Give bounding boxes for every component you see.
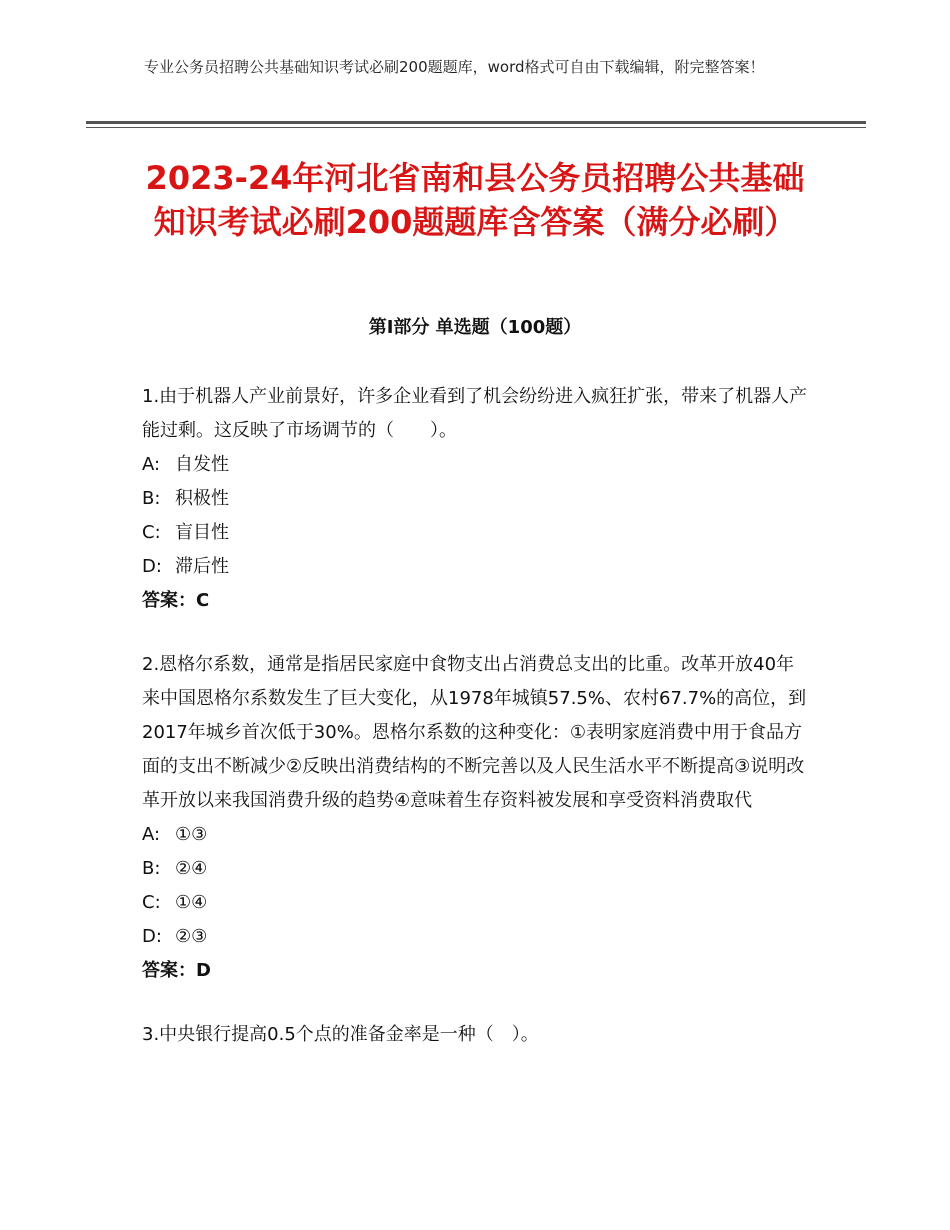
answer-label: 答案：C (142, 590, 210, 611)
option-text: ①④ (175, 892, 208, 913)
question-list (142, 380, 812, 1082)
option-letter: B: (142, 488, 161, 509)
option-d (142, 550, 812, 584)
question-stem: 1.由于机器人产业前景好，许多企业看到了机会纷纷进入疯狂扩张，带来了机器人产能过剩。这反映了市场调节的（ ）。 (142, 386, 808, 441)
header-divider-thick (86, 121, 866, 124)
question-1 (142, 380, 812, 618)
question-2 (142, 648, 812, 988)
option-text: ②③ (175, 926, 208, 947)
option-letter: B: (142, 858, 161, 879)
option-letter: D: (142, 926, 162, 947)
option-b (142, 852, 812, 886)
option-letter: A: (142, 824, 161, 845)
option-c (142, 886, 812, 920)
document-title: 2023-24年河北省南和县公务员招聘公共基础知识考试必刷200题题库含答案（满分必刷） (145, 159, 805, 241)
option-text: 积极性 (175, 488, 229, 509)
section-heading: 第Ⅰ部分 单选题（100题） (368, 317, 582, 338)
option-letter: C: (142, 892, 161, 913)
answer-label: 答案：D (142, 960, 211, 981)
option-letter: C: (142, 522, 161, 543)
option-letter: A: (142, 454, 161, 475)
option-text: ①③ (175, 824, 208, 845)
question-stem: 2.恩格尔系数，通常是指居民家庭中食物支出占消费总支出的比重。改革开放40年来中国恩格尔系数发生了巨大变化，从1978年城镇57.5%、农村67.7%的高位，到2017年城乡首次低于30%。恩格尔系数的这种变化：①表明家庭消费中用于食品方面的支出不断减少②反映出消费结构的不断完善以及人民生活水平不断提高③说明改革开放以来我国消费升级的趋势④意味着生存资料被发展和享受资料消费取代 (142, 654, 807, 811)
option-text: ②④ (175, 858, 208, 879)
option-b (142, 482, 812, 516)
option-text: 自发性 (175, 454, 229, 475)
option-d (142, 920, 812, 954)
question-stem: 3.中央银行提高0.5个点的准备金率是一种（ ）。 (142, 1024, 539, 1045)
option-a (142, 448, 812, 482)
option-text: 盲目性 (175, 522, 229, 543)
option-a (142, 818, 812, 852)
question-3 (142, 1018, 812, 1052)
option-c (142, 516, 812, 550)
page-header-text: 专业公务员招聘公共基础知识考试必刷200题题库，word格式可自由下载编辑，附完整答案！ (144, 58, 765, 76)
option-text: 滞后性 (175, 556, 229, 577)
header-divider-thin (86, 127, 866, 128)
option-letter: D: (142, 556, 162, 577)
